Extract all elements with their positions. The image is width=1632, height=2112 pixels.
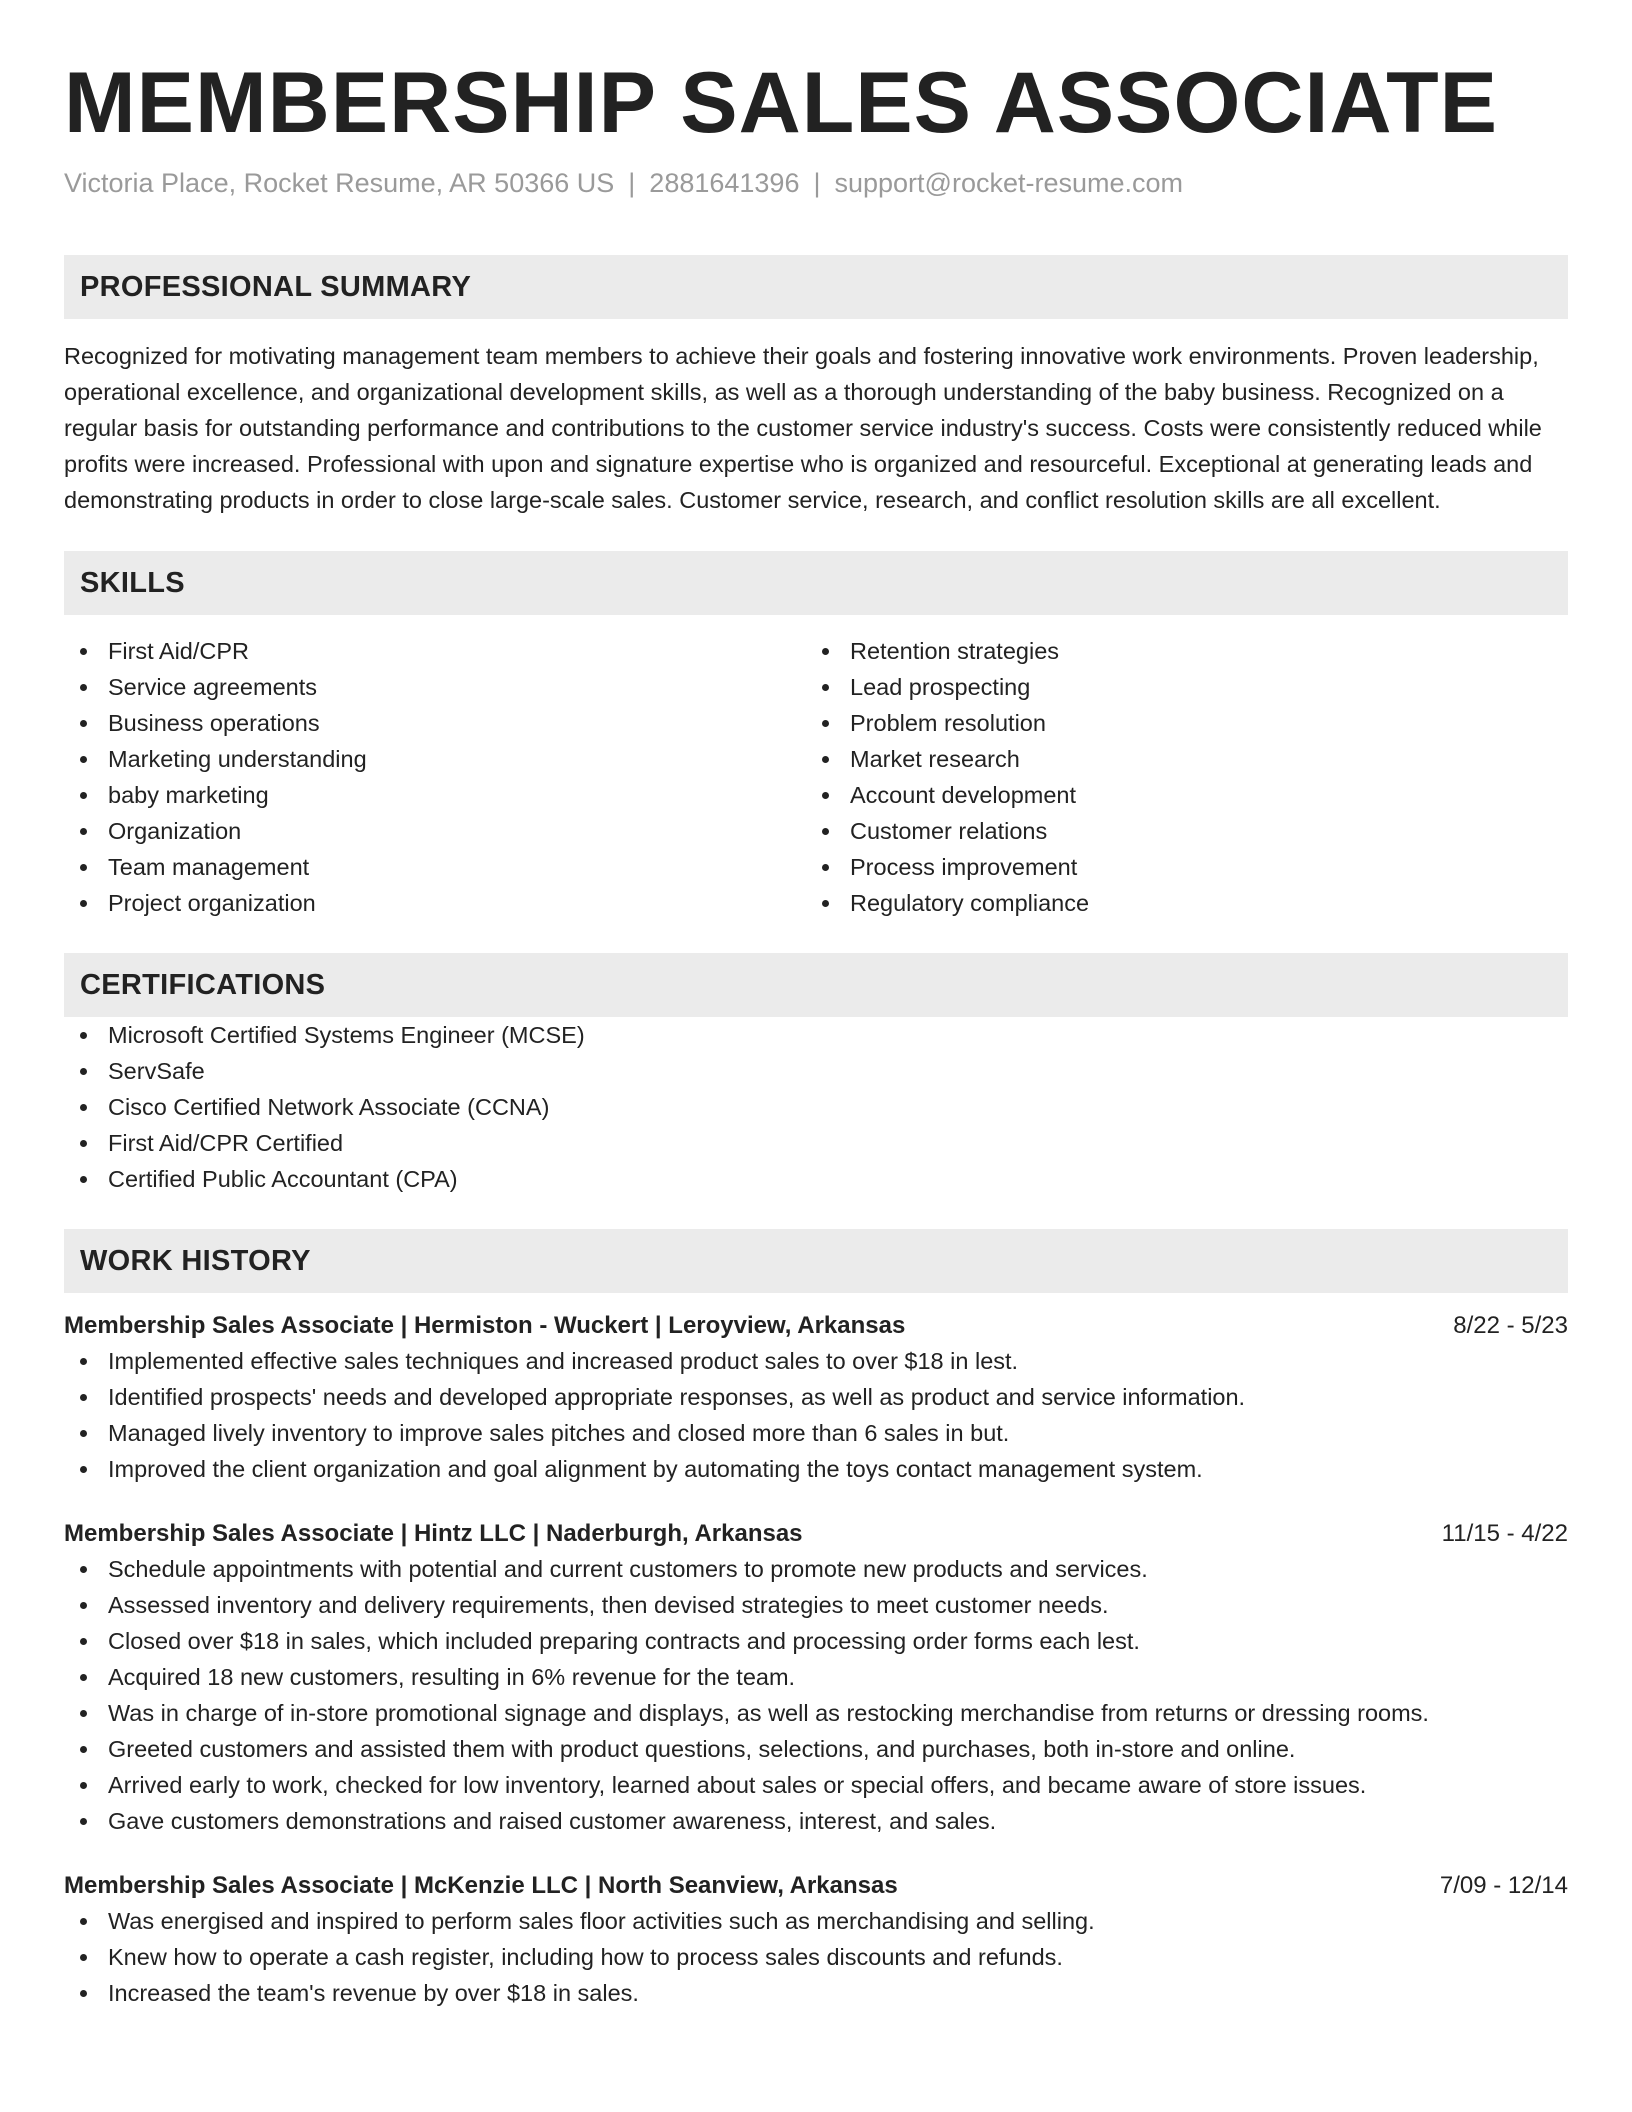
certification-item-text: Microsoft Certified Systems Engineer (MCSE) <box>108 1022 585 1048</box>
bullet-dot-icon <box>80 1068 87 1075</box>
skill-item <box>64 741 806 777</box>
bullet-dot-icon <box>822 756 829 763</box>
job-bullet-list <box>64 1903 1568 2011</box>
bullet-dot-icon <box>80 1638 87 1645</box>
skill-item-text: Customer relations <box>850 818 1048 844</box>
job-bullet <box>64 1731 1568 1767</box>
skill-item-text: Marketing understanding <box>108 746 367 772</box>
job-bullet <box>64 1903 1568 1939</box>
skill-item <box>806 633 1548 669</box>
bullet-dot-icon <box>80 1032 87 1039</box>
skill-item <box>64 705 806 741</box>
job-bullet <box>64 1623 1568 1659</box>
bullet-dot-icon <box>80 900 87 907</box>
job-dates: 8/22 - 5/23 <box>1453 1312 1568 1339</box>
bullet-dot-icon <box>80 1674 87 1681</box>
skill-item-text: Lead prospecting <box>850 674 1031 700</box>
job-dates: 7/09 - 12/14 <box>1439 1872 1568 1899</box>
bullet-dot-icon <box>80 1466 87 1473</box>
job-bullet-text: Was energised and inspired to perform sales floor activities such as merchandising and selling. <box>108 1908 1095 1934</box>
job-bullet-text: Closed over $18 in sales, which included preparing contracts and processing order forms each lest. <box>108 1628 1140 1654</box>
skills-list-right <box>806 633 1548 921</box>
job-bullet-list <box>64 1551 1568 1839</box>
contact-phone: 2881641396 <box>649 168 800 198</box>
bullet-dot-icon <box>80 1954 87 1961</box>
skills-column-right <box>806 633 1548 921</box>
job-bullet <box>64 1803 1568 1839</box>
skill-item <box>64 777 806 813</box>
skills-grid <box>64 633 1568 921</box>
job-bullet <box>64 1451 1568 1487</box>
skill-item <box>806 705 1548 741</box>
skill-item <box>806 741 1548 777</box>
job-bullet <box>64 1695 1568 1731</box>
bullet-dot-icon <box>80 864 87 871</box>
certification-item <box>64 1089 1568 1125</box>
bullet-dot-icon <box>80 1746 87 1753</box>
job-bullet-list <box>64 1343 1568 1487</box>
bullet-dot-icon <box>80 1990 87 1997</box>
contact-email: support@rocket-resume.com <box>834 168 1184 198</box>
certification-item <box>64 1125 1568 1161</box>
certification-item-text: Cisco Certified Network Associate (CCNA) <box>108 1094 550 1120</box>
section-heading-summary: PROFESSIONAL SUMMARY <box>64 255 1568 319</box>
bullet-dot-icon <box>822 864 829 871</box>
job-bullet <box>64 1975 1568 2011</box>
bullet-dot-icon <box>822 792 829 799</box>
bullet-dot-icon <box>80 1818 87 1825</box>
certification-item-text: First Aid/CPR Certified <box>108 1130 344 1156</box>
skill-item-text: Retention strategies <box>850 638 1060 664</box>
skill-item-text: First Aid/CPR <box>108 638 250 664</box>
skill-item-text: Service agreements <box>108 674 317 700</box>
candidate-name: MEMBERSHIP SALES ASSOCIATE <box>64 55 1499 151</box>
job-bullet-text: Acquired 18 new customers, resulting in 6% revenue for the team. <box>108 1664 796 1690</box>
job-bullet-text: Was in charge of in-store promotional signage and displays, as well as restocking merchandise from returns or dressing rooms. <box>108 1700 1429 1726</box>
skill-item-text: Regulatory compliance <box>850 890 1090 916</box>
bullet-dot-icon <box>80 1358 87 1365</box>
bullet-dot-icon <box>80 792 87 799</box>
job-bullet-text: Arrived early to work, checked for low inventory, learned about sales or special offers, and became aware of store issues. <box>108 1772 1367 1798</box>
job-bullet-text: Improved the client organization and goal alignment by automating the toys contact management system. <box>108 1456 1203 1482</box>
bullet-dot-icon <box>822 648 829 655</box>
job-bullet <box>64 1939 1568 1975</box>
bullet-dot-icon <box>80 1176 87 1183</box>
bullet-dot-icon <box>80 1140 87 1147</box>
skill-item-text: Problem resolution <box>850 710 1046 736</box>
job-bullet-text: Gave customers demonstrations and raised customer awareness, interest, and sales. <box>108 1808 997 1834</box>
job-entry <box>64 1869 1568 2011</box>
section-heading-skills: SKILLS <box>64 551 1568 615</box>
job-header <box>64 1517 1568 1551</box>
certification-item-text: ServSafe <box>108 1058 205 1084</box>
job-entry <box>64 1309 1568 1487</box>
contact-address: Victoria Place, Rocket Resume, AR 50366 US <box>64 168 615 198</box>
job-bullet <box>64 1379 1568 1415</box>
bullet-dot-icon <box>822 720 829 727</box>
skills-column-left <box>64 633 806 921</box>
bullet-dot-icon <box>80 1566 87 1573</box>
skill-item <box>64 633 806 669</box>
job-bullet-text: Implemented effective sales techniques and increased product sales to over $18 in lest. <box>108 1348 1019 1374</box>
skill-item <box>806 813 1548 849</box>
job-bullet-text: Increased the team's revenue by over $18 in sales. <box>108 1980 639 2006</box>
skill-item <box>806 849 1548 885</box>
bullet-dot-icon <box>80 1430 87 1437</box>
job-title: Membership Sales Associate | Hermiston - Wuckert | Leroyview, Arkansas <box>64 1312 906 1339</box>
skill-item-text: Process improvement <box>850 854 1078 880</box>
skill-item <box>64 885 806 921</box>
bullet-dot-icon <box>80 1710 87 1717</box>
certification-item <box>64 1017 1568 1053</box>
job-header <box>64 1309 1568 1343</box>
job-bullet <box>64 1587 1568 1623</box>
skill-item <box>64 669 806 705</box>
job-header <box>64 1869 1568 1903</box>
bullet-dot-icon <box>80 828 87 835</box>
job-title: Membership Sales Associate | Hintz LLC | Naderburgh, Arkansas <box>64 1520 803 1547</box>
job-title: Membership Sales Associate | McKenzie LLC | North Seanview, Arkansas <box>64 1872 898 1899</box>
job-bullet-text: Identified prospects' needs and developed appropriate responses, as well as product and service information. <box>108 1384 1246 1410</box>
job-entry <box>64 1517 1568 1839</box>
job-bullet-text: Assessed inventory and delivery requirements, then devised strategies to meet customer needs. <box>108 1592 1109 1618</box>
skill-item <box>806 669 1548 705</box>
skills-list-left <box>64 633 806 921</box>
job-bullet-text: Knew how to operate a cash register, including how to process sales discounts and refunds. <box>108 1944 1063 1970</box>
bullet-dot-icon <box>80 648 87 655</box>
contact-line <box>64 166 1568 200</box>
bullet-dot-icon <box>80 1782 87 1789</box>
skill-item-text: baby marketing <box>108 782 269 808</box>
contact-separator: | <box>813 168 821 198</box>
skill-item <box>64 813 806 849</box>
work-history-list <box>64 1309 1568 2011</box>
section-heading-work-history: WORK HISTORY <box>64 1229 1568 1293</box>
bullet-dot-icon <box>822 828 829 835</box>
bullet-dot-icon <box>80 756 87 763</box>
summary-paragraph: Recognized for motivating management team members to achieve their goals and fostering innovative work environments. Proven leadership, operational excellence, and organizational development skills, as well as a thorough understanding of the baby business. Recognized on a regular basis for outstanding performance and contributions to the customer service industry's success. Costs were consistently reduced while profits were increased. Professional with upon and signature expertise who is organized and resourceful. Exceptional at generating leads and demonstrating products in order to close large-scale sales. Customer service, research, and conflict resolution skills are all excellent. <box>64 343 1542 513</box>
skill-item-text: Organization <box>108 818 242 844</box>
job-bullet <box>64 1551 1568 1587</box>
job-bullet-text: Greeted customers and assisted them with product questions, selections, and purchases, both in-store and online. <box>108 1736 1296 1762</box>
certification-item <box>64 1053 1568 1089</box>
job-bullet <box>64 1767 1568 1803</box>
bullet-dot-icon <box>80 1602 87 1609</box>
bullet-dot-icon <box>80 684 87 691</box>
bullet-dot-icon <box>822 684 829 691</box>
bullet-dot-icon <box>80 1394 87 1401</box>
bullet-dot-icon <box>80 720 87 727</box>
job-bullet-text: Managed lively inventory to improve sales pitches and closed more than 6 sales in but. <box>108 1420 1010 1446</box>
job-bullet <box>64 1415 1568 1451</box>
certification-item <box>64 1161 1568 1197</box>
skill-item <box>64 849 806 885</box>
bullet-dot-icon <box>80 1104 87 1111</box>
skill-item-text: Account development <box>850 782 1077 808</box>
job-dates: 11/15 - 4/22 <box>1441 1520 1568 1547</box>
job-bullet <box>64 1659 1568 1695</box>
job-bullet-text: Schedule appointments with potential and current customers to promote new products and services. <box>108 1556 1148 1582</box>
job-bullet <box>64 1343 1568 1379</box>
skill-item <box>806 777 1548 813</box>
contact-separator: | <box>628 168 636 198</box>
resume-page <box>64 0 1568 2011</box>
skill-item-text: Business operations <box>108 710 320 736</box>
certification-item-text: Certified Public Accountant (CPA) <box>108 1166 458 1192</box>
skill-item-text: Project organization <box>108 890 316 916</box>
skill-item-text: Market research <box>850 746 1020 772</box>
bullet-dot-icon <box>80 1918 87 1925</box>
section-heading-certifications: CERTIFICATIONS <box>64 953 1568 1017</box>
skill-item-text: Team management <box>108 854 310 880</box>
skill-item <box>806 885 1548 921</box>
certifications-list <box>64 1017 1568 1197</box>
bullet-dot-icon <box>822 900 829 907</box>
